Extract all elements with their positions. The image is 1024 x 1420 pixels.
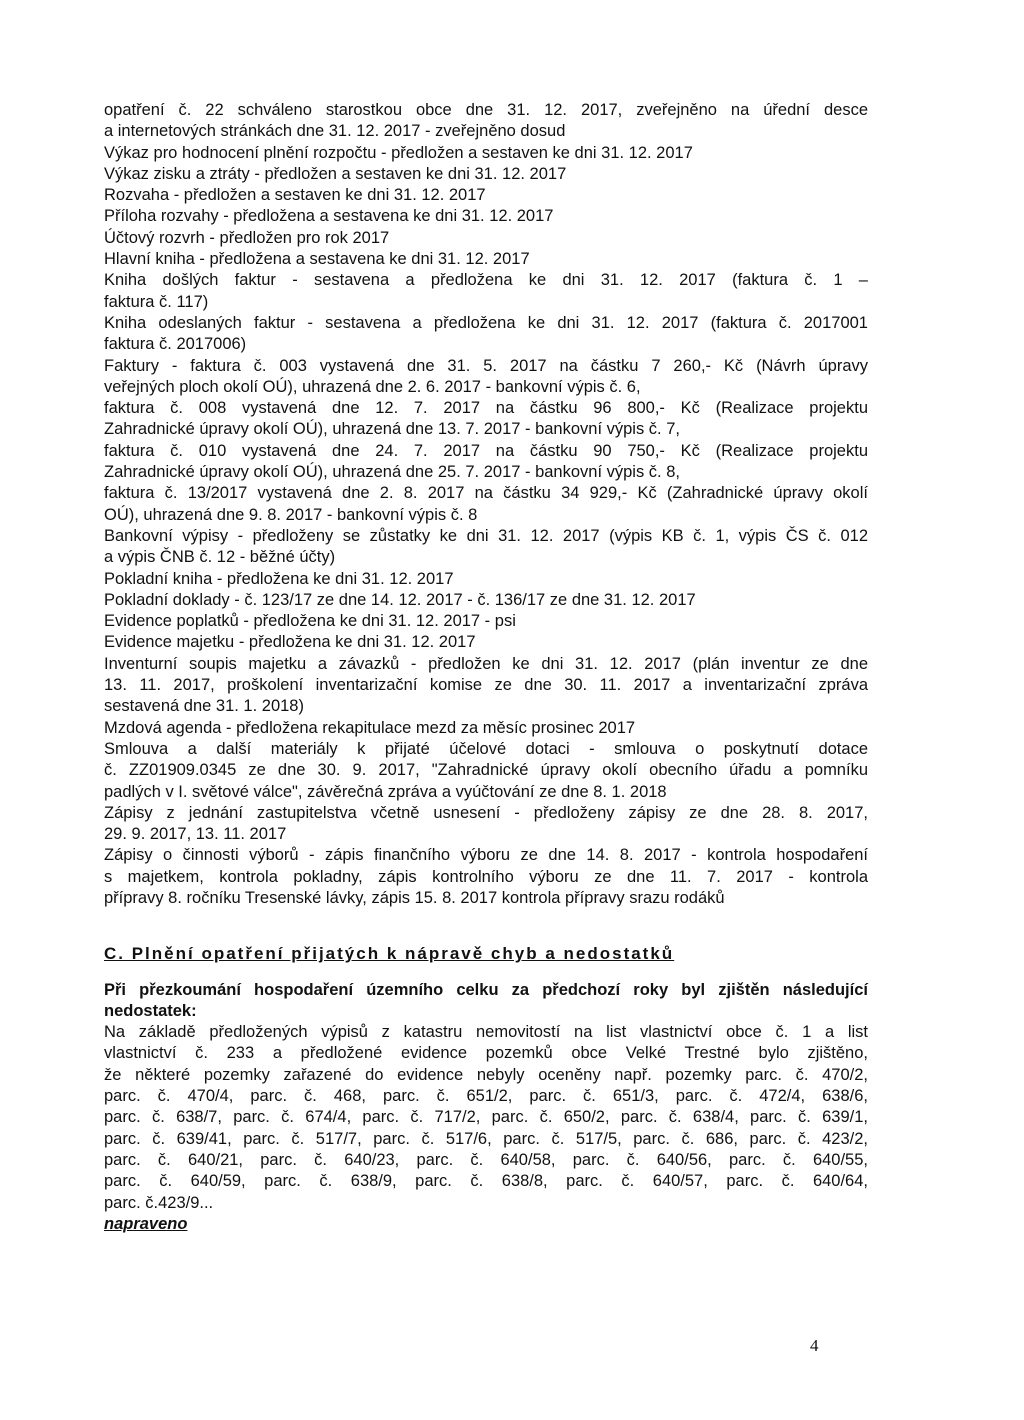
text-line: faktura č. 2017006): [104, 335, 247, 354]
finding-heading-line: nedostatek:: [104, 1001, 197, 1020]
text-line: Evidence majetku - předložena ke dni 31. 12. 2017: [104, 633, 476, 652]
text-line: Kniha odeslaných faktur - sestavena a předložena ke dni 31. 12. 2017 (faktura č. 2017001: [104, 313, 868, 332]
finding-line: parc. č. 640/59, parc. č. 638/9, parc. č. 638/8, parc. č. 640/57, parc. č. 640/64,: [104, 1172, 868, 1191]
text-line: Smlouva a další materiály k přijaté účelové dotaci - smlouva o poskytnutí dotace: [104, 739, 868, 758]
text-line: opatření č. 22 schváleno starostkou obce dne 31. 12. 2017, zveřejněno na úřední desce: [104, 101, 868, 119]
text-line: 13. 11. 2017, proškolení inventarizační komise ze dne 30. 11. 2017 a inventarizační zpráva: [104, 676, 868, 695]
text-line: s majetkem, kontrola pokladny, zápis kontrolního výboru ze dne 11. 7. 2017 - kontrola: [104, 867, 868, 886]
checked-documents-list: [104, 100, 868, 909]
text-line: faktura č. 010 vystavená dne 24. 7. 2017 na částku 90 750,- Kč (Realizace projektu: [104, 441, 868, 460]
finding-line: parc. č. 639/41, parc. č. 517/7, parc. č. 517/6, parc. č. 517/5, parc. č. 686, parc. č. 423/2,: [104, 1129, 868, 1148]
text-line: Pokladní doklady - č. 123/17 ze dne 14. 12. 2017 - č. 136/17 ze dne 31. 12. 2017: [104, 590, 696, 609]
text-line: a výpis ČNB č. 12 - běžné účty): [104, 548, 336, 567]
status-remedied: napraveno: [104, 1214, 188, 1233]
document-body: [104, 100, 868, 1235]
text-line: veřejných ploch okolí OÚ), uhrazená dne 2. 6. 2017 - bankovní výpis č. 6,: [104, 377, 641, 396]
finding-text: [104, 1022, 868, 1214]
text-line: Zahradnické úpravy okolí OÚ), uhrazená dne 13. 7. 2017 - bankovní výpis č. 7,: [104, 420, 680, 439]
page-number: 4: [810, 1336, 819, 1355]
finding-line: parc. č. 470/4, parc. č. 468, parc. č. 651/2, parc. č. 651/3, parc. č. 472/4, 638/6,: [104, 1087, 868, 1106]
text-line: sestavená dne 31. 1. 2018): [104, 697, 304, 716]
text-line: Bankovní výpisy - předloženy se zůstatky ke dni 31. 12. 2017 (výpis KB č. 1, výpis ČS č. 012: [104, 526, 868, 545]
finding-line: parc. č.423/9...: [104, 1193, 214, 1212]
text-line: faktura č. 117): [104, 292, 209, 311]
text-line: přípravy 8. ročníku Tresenské lávky, zápis 15. 8. 2017 kontrola přípravy srazu rodáků: [104, 888, 725, 907]
text-line: faktura č. 13/2017 vystavená dne 2. 8. 2017 na částku 34 929,- Kč (Zahradnické úpravy okolí: [104, 484, 868, 503]
text-line: faktura č. 008 vystavená dne 12. 7. 2017 na částku 96 800,- Kč (Realizace projektu: [104, 399, 868, 418]
section-heading: C. Plnění opatření přijatých k nápravě chyb a nedostatků: [104, 944, 675, 964]
text-line: Kniha došlých faktur - sestavena a předložena ke dni 31. 12. 2017 (faktura č. 1 –: [104, 271, 868, 290]
text-line: Zápisy z jednání zastupitelstva včetně usnesení - předloženy zápisy ze dne 28. 8. 2017,: [104, 803, 868, 822]
text-line: Výkaz zisku a ztráty - předložen a sestaven ke dni 31. 12. 2017: [104, 164, 567, 183]
finding-line: parc. č. 640/21, parc. č. 640/23, parc. č. 640/58, parc. č. 640/56, parc. č. 640/55,: [104, 1150, 868, 1169]
text-line: 29. 9. 2017, 13. 11. 2017: [104, 825, 287, 844]
text-line: Výkaz pro hodnocení plnění rozpočtu - předložen a sestaven ke dni 31. 12. 2017: [104, 143, 693, 162]
text-line: Pokladní kniha - předložena ke dni 31. 12. 2017: [104, 569, 454, 588]
text-line: Faktury - faktura č. 003 vystavená dne 31. 5. 2017 na částku 7 260,- Kč (Návrh úpravy: [104, 356, 868, 375]
finding-heading-line: Při přezkoumání hospodaření územního celku za předchozí roky byl zjištěn následující: [104, 980, 868, 999]
text-line: OÚ), uhrazená dne 9. 8. 2017 - bankovní výpis č. 8: [104, 505, 478, 524]
text-line: Hlavní kniha - předložena a sestavena ke dni 31. 12. 2017: [104, 250, 530, 269]
text-line: Zápisy o činnosti výborů - zápis finančního výboru ze dne 14. 8. 2017 - kontrola hospodaření: [104, 846, 868, 865]
text-line: a internetových stránkách dne 31. 12. 2017 - zveřejněno dosud: [104, 122, 566, 141]
text-line: Příloha rozvahy - předložena a sestavena ke dni 31. 12. 2017: [104, 207, 554, 226]
text-line: Rozvaha - předložen a sestaven ke dni 31. 12. 2017: [104, 186, 486, 205]
text-line: Evidence poplatků - předložena ke dni 31. 12. 2017 - psi: [104, 612, 516, 631]
text-line: Mzdová agenda - předložena rekapitulace mezd za měsíc prosinec 2017: [104, 718, 636, 737]
finding-line: parc. č. 638/7, parc. č. 674/4, parc. č. 717/2, parc. č. 650/2, parc. č. 638/4, parc. č. 639/1,: [104, 1108, 868, 1127]
text-line: Inventurní soupis majetku a závazků - předložen ke dni 31. 12. 2017 (plán inventur ze dne: [104, 654, 868, 673]
finding-line: Na základě předložených výpisů z katastru nemovitostí na list vlastnictví obce č. 1 a list: [104, 1023, 868, 1042]
finding-line: vlastnictví č. 233 a předložené evidence pozemků obce Velké Trestné bylo zjištěno,: [104, 1044, 868, 1063]
finding-heading: [104, 980, 868, 1023]
text-line: Zahradnické úpravy okolí OÚ), uhrazená dne 25. 7. 2017 - bankovní výpis č. 8,: [104, 463, 680, 482]
text-line: padlých v I. světové válce", závěrečná zpráva a vyúčtování ze dne 8. 1. 2018: [104, 782, 667, 801]
text-line: Účtový rozvrh - předložen pro rok 2017: [104, 228, 390, 247]
text-line: č. ZZ01909.0345 ze dne 30. 9. 2017, "Zahradnické úpravy okolí obecního úřadu a pomníku: [104, 761, 868, 780]
finding-line: že některé pozemky zařazené do evidence nebyly oceněny např. pozemky parc. č. 470/2,: [104, 1065, 868, 1084]
